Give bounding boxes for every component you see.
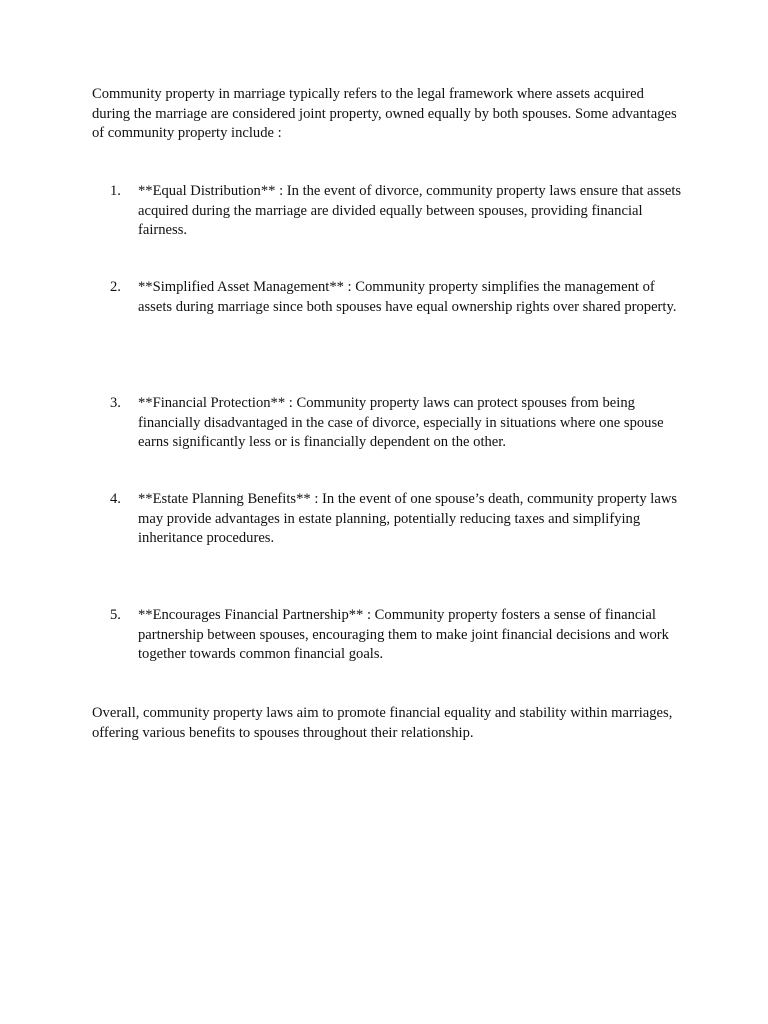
closing-paragraph: Overall, community property laws aim to promote financial equality and stability within marriages, offering various benefits to spouses throughout their relationship.	[92, 705, 673, 741]
list-item-text: **Financial Protection** : Community property laws can protect spouses from being financially disadvantaged in the case of divorce, especially in situations where one spouse earns significantly less or is financially dependent on the other.	[138, 395, 664, 450]
list-item-number: 4.	[110, 491, 121, 507]
list-item-number: 2.	[110, 279, 121, 295]
list-item-number: 5.	[110, 607, 121, 623]
list-item-number: 3.	[110, 395, 121, 411]
list-item-text: **Simplified Asset Management** : Community property simplifies the management of assets during marriage since both spouses have equal ownership rights over shared property.	[138, 279, 677, 315]
list-item	[110, 394, 685, 453]
list-item-number: 1.	[110, 183, 121, 199]
intro-paragraph: Community property in marriage typically refers to the legal framework where assets acquired during the marriage are considered joint property, owned equally by both spouses. Some advantages of community property include :	[92, 86, 677, 141]
list-item	[110, 606, 685, 665]
list-item	[110, 490, 685, 549]
list-item	[110, 278, 685, 317]
list-item-text: **Equal Distribution** : In the event of divorce, community property laws ensure that assets acquired during the marriage are divided equally between spouses, providing financial fairness.	[138, 183, 682, 238]
list-item-text: **Estate Planning Benefits** : In the event of one spouse’s death, community property laws may provide advantages in estate planning, potentially reducing taxes and simplifying inheritance procedures.	[138, 491, 678, 546]
list-item	[110, 182, 685, 241]
list-item-text: **Encourages Financial Partnership** : Community property fosters a sense of financial partnership between spouses, encouraging them to make joint financial decisions and work together towards common financial goals.	[138, 607, 669, 662]
